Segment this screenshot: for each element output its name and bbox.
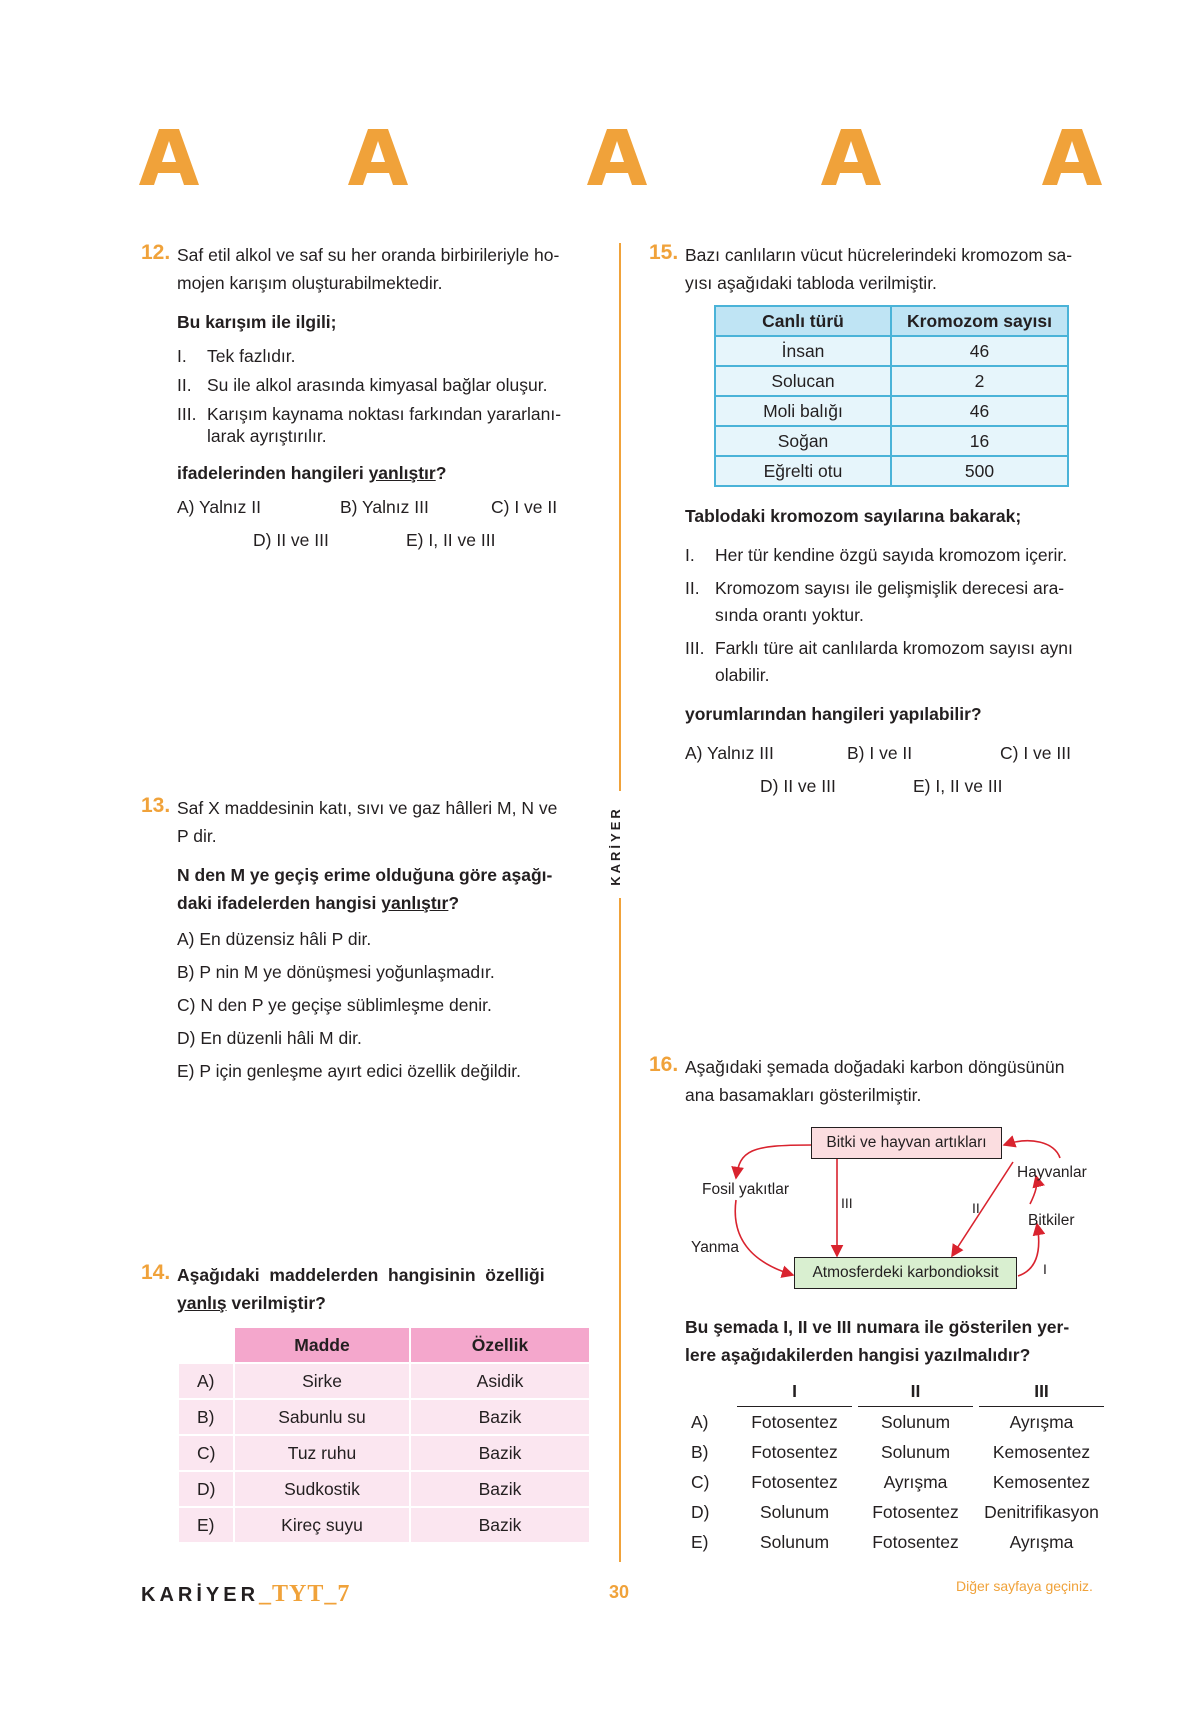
question-stem: Bazı canlıların vücut hücrelerindeki kromozom sa- (685, 245, 1073, 265)
question-prompt: daki ifadelerden hangisi yanlıştır? (177, 893, 460, 913)
question-number: 14. (141, 1261, 171, 1284)
option-b[interactable]: B) P nin M ye dönüşmesi yoğunlaşmadır. (177, 962, 495, 982)
table-row[interactable]: D) Sudkostik Bazik (178, 1471, 590, 1507)
table-row[interactable]: B) Sabunlu su Bazik (178, 1399, 590, 1435)
question-lead: Tablodaki kromozom sayılarına bakarak; (685, 506, 1022, 526)
table-row: Soğan 16 (715, 426, 1068, 456)
column-divider-bottom (619, 898, 621, 1562)
option-d[interactable]: D) II ve III (253, 530, 329, 550)
question-prompt: Bu şemada I, II ve III numara ile gösterilen yer- (685, 1317, 1070, 1337)
question-prompt: N den M ye geçiş erime olduğuna göre aşağı- (177, 865, 553, 885)
label-i: I (1043, 1261, 1047, 1277)
atmospheric-co2-box: Atmosferdeki karbondioksit (794, 1257, 1017, 1289)
option-c[interactable]: C) N den P ye geçişe süblimleşme denir. (177, 995, 492, 1015)
animals-label: Hayvanlar (1017, 1164, 1087, 1181)
question-stem: yanlış verilmiştir? (177, 1293, 326, 1313)
statement-item: III. Farklı türe ait canlılarda kromozom sayısı aynı (685, 638, 1073, 658)
question-number: 15. (649, 241, 679, 264)
question-stem: Saf etil alkol ve saf su her oranda birbirileriyle ho- (177, 245, 560, 265)
option-a[interactable]: A) Yalnız II (177, 497, 261, 517)
answer-table (685, 1377, 1110, 1557)
answer-option-a[interactable]: A) Fotosentez Solunum Ayrışma (691, 1411, 1074, 1432)
option-d[interactable]: D) En düzenli hâli M dir. (177, 1028, 362, 1048)
label-ii: II (972, 1200, 980, 1216)
statement-item: I. Her tür kendine özgü sayıda kromozom içerir. (685, 545, 1068, 565)
chromosome-table (714, 305, 1069, 487)
answer-option-d[interactable]: D) Solunum Fotosentez Denitrifikasyon (691, 1501, 1099, 1522)
option-e[interactable]: E) I, II ve III (913, 776, 1003, 796)
svg-text:KARİYER: KARİYER (608, 806, 623, 886)
option-e[interactable]: E) P için genleşme ayırt edici özellik değildir. (177, 1061, 522, 1081)
question-prompt: ifadelerinden hangileri yanlıştır? (177, 463, 447, 483)
option-a[interactable]: A) Yalnız III (685, 743, 774, 763)
question-prompt: yorumlarından hangileri yapılabilir? (685, 704, 982, 724)
table-header: II (858, 1377, 973, 1407)
table-row: Moli balığı 46 (715, 396, 1068, 426)
option-b[interactable]: B) Yalnız III (340, 497, 429, 517)
question-number: 12. (141, 241, 171, 264)
statement-item-cont: olabilir. (715, 665, 770, 685)
letter-a-5 (1040, 125, 1104, 189)
option-a[interactable]: A) En düzensiz hâli P dir. (177, 929, 372, 949)
option-c[interactable]: C) I ve II (491, 497, 558, 517)
column-divider-top (619, 243, 621, 791)
question-number: 13. (141, 794, 171, 817)
answer-option-b[interactable]: B) Fotosentez Solunum Kemosentez (691, 1441, 1091, 1462)
question-prompt: lere aşağıdakilerden hangisi yazılmalıdır? (685, 1345, 1031, 1365)
table-row[interactable]: C) Tuz ruhu Bazik (178, 1435, 590, 1471)
answer-option-c[interactable]: C) Fotosentez Ayrışma Kemosentez (691, 1471, 1091, 1492)
statement-item-cont: sında orantı yoktur. (715, 605, 864, 625)
letter-a-3 (585, 125, 649, 189)
answer-option-e[interactable]: E) Solunum Fotosentez Ayrışma (691, 1531, 1074, 1552)
statement-item: II. Su ile alkol arasında kimyasal bağlar oluşur. (177, 375, 548, 395)
question-stem: Aşağıdaki maddelerden hangisinin özelliği (177, 1265, 545, 1285)
table-row[interactable]: A) Sirke Asidik (178, 1363, 590, 1399)
question-number: 16. (649, 1053, 679, 1076)
substance-table (177, 1326, 591, 1544)
statement-item: II. Kromozom sayısı ile gelişmişlik derecesi ara- (685, 578, 1065, 598)
table-row[interactable]: E) Kireç suyu Bazik (178, 1507, 590, 1543)
plant-animal-remains-box: Bitki ve hayvan artıkları (811, 1127, 1002, 1159)
table-header: III (979, 1377, 1104, 1407)
statement-item: III. Karışım kaynama noktası farkından yararlanı- (177, 404, 562, 424)
table-row: İnsan 46 (715, 336, 1068, 366)
question-lead: Bu karışım ile ilgili; (177, 312, 337, 332)
combustion-label: Yanma (691, 1239, 739, 1256)
label-iii: III (841, 1195, 853, 1211)
table-header: Canlı türü (715, 306, 891, 336)
question-stem: ana basamakları gösterilmiştir. (685, 1085, 922, 1105)
letter-a-2 (346, 125, 410, 189)
statement-item-cont: larak ayrıştırılır. (207, 426, 327, 446)
table-header: I (737, 1377, 852, 1407)
option-d[interactable]: D) II ve III (760, 776, 836, 796)
table-header: Madde (234, 1327, 410, 1363)
option-c[interactable]: C) I ve III (1000, 743, 1071, 763)
vertical-brand (606, 796, 634, 896)
next-page-note: Diğer sayfaya geçiniz. (956, 1578, 1093, 1594)
question-stem: yısı aşağıdaki tabloda verilmiştir. (685, 273, 937, 293)
page-number: 30 (609, 1582, 630, 1602)
question-stem: mojen karışım oluşturabilmektedir. (177, 273, 443, 293)
brand-logo: KARİYER_TYT_7 (141, 1581, 351, 1607)
statement-item: I. Tek fazlıdır. (177, 346, 296, 366)
letter-a-4 (819, 125, 883, 189)
table-header: Özellik (410, 1327, 590, 1363)
question-stem: Aşağıdaki şemada doğadaki karbon döngüsünün (685, 1057, 1065, 1077)
fossil-fuels-label: Fosil yakıtlar (702, 1181, 789, 1198)
table-header: Kromozom sayısı (891, 306, 1068, 336)
letter-a-1 (137, 125, 201, 189)
table-row: Solucan 2 (715, 366, 1068, 396)
table-row: Eğrelti otu 500 (715, 456, 1068, 486)
question-stem: P dir. (177, 826, 217, 846)
option-e[interactable]: E) I, II ve III (406, 530, 496, 550)
plants-label: Bitkiler (1028, 1212, 1075, 1229)
option-b[interactable]: B) I ve II (847, 743, 913, 763)
question-stem: Saf X maddesinin katı, sıvı ve gaz hâlleri M, N ve (177, 798, 558, 818)
